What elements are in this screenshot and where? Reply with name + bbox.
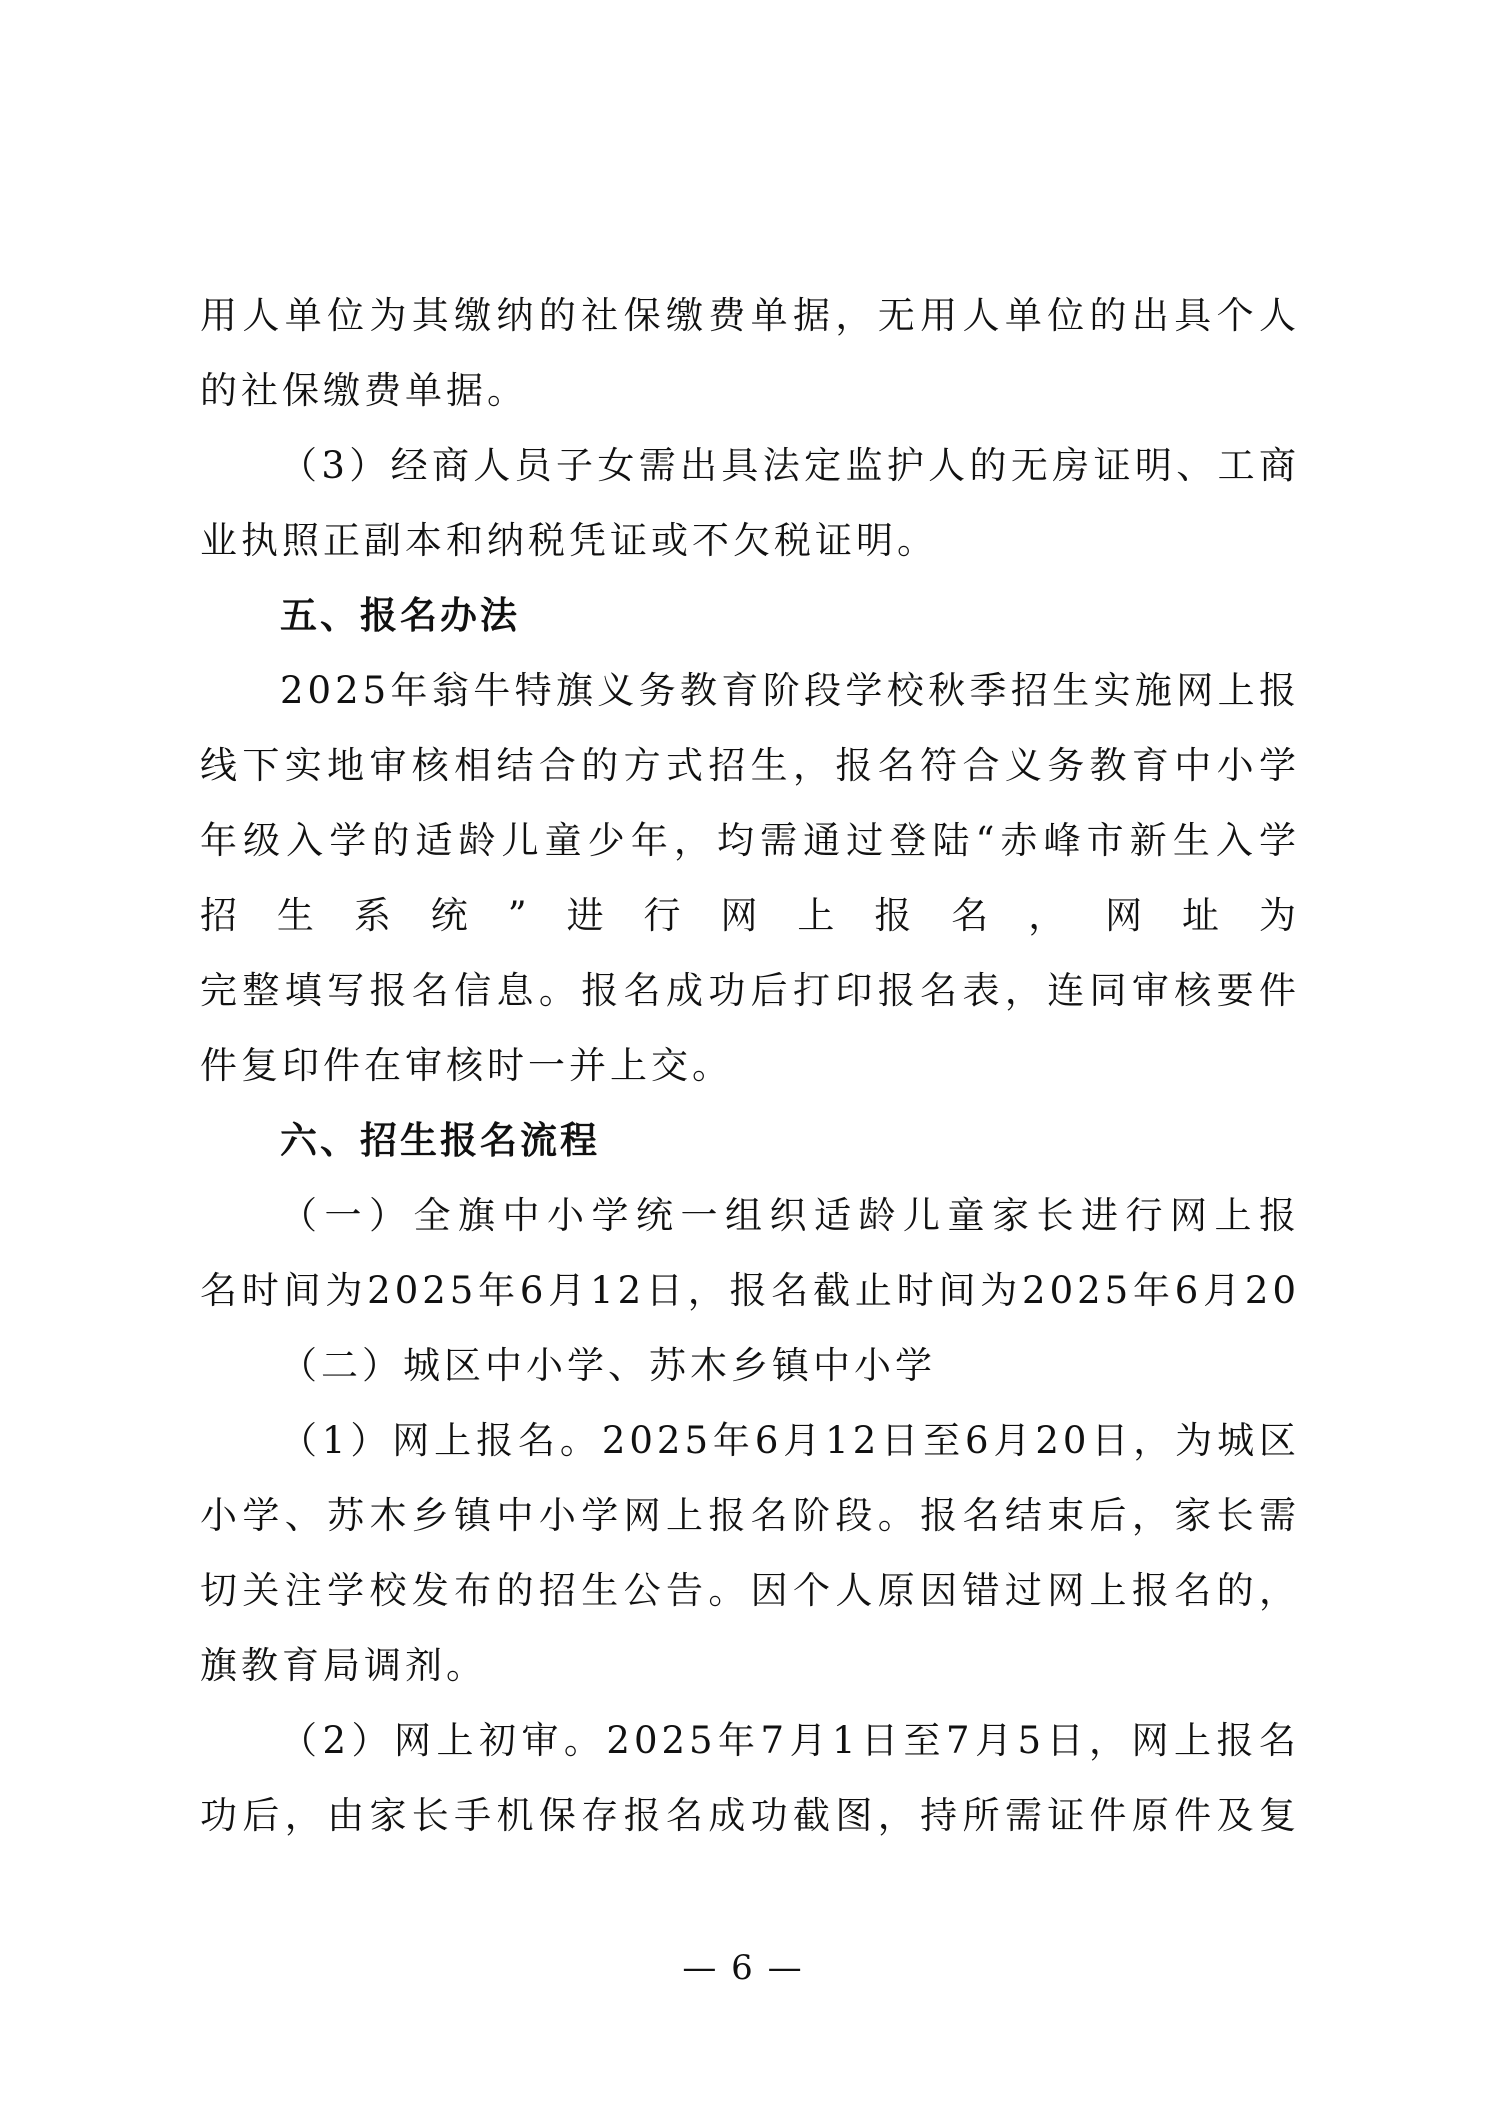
text-line: 功后，由家长手机保存报名成功截图，持所需证件原件及复: [200, 1794, 1300, 1837]
text-line: 2025年翁牛特旗义务教育阶段学校秋季招生实施网上报: [280, 669, 1300, 712]
text-line: （2）网上初审。2025年7月1日至7月5日，网上报名: [280, 1719, 1300, 1762]
document-body: [200, 278, 1300, 1853]
text-line: 招生系统”进行网上报名，网址为: [200, 894, 1300, 937]
text-line: （二）城区中小学、苏木乡镇中小学: [280, 1344, 936, 1387]
text-line: （3）经商人员子女需出具法定监护人的无房证明、工商: [280, 444, 1300, 487]
text-line: 的社保缴费单据。: [200, 369, 528, 412]
text-line: 用人单位为其缴纳的社保缴费单据，无用人单位的出具个人: [200, 294, 1300, 337]
text-line: 旗教育局调剂。: [200, 1644, 487, 1687]
text-line: 年级入学的适龄儿童少年，均需通过登陆“赤峰市新生入学: [200, 819, 1300, 862]
text-line: （1）网上报名。2025年6月12日至6月20日，为城区: [280, 1419, 1300, 1462]
text-line: 业执照正副本和纳税凭证或不欠税证明。: [200, 519, 938, 562]
text-line: （一）全旗中小学统一组织适龄儿童家长进行网上报: [280, 1194, 1300, 1237]
text-line: 件复印件在审核时一并上交。: [200, 1044, 733, 1087]
text-line: 线下实地审核相结合的方式招生，报名符合义务教育中小学: [200, 744, 1300, 787]
text-line: 切关注学校发布的招生公告。因个人原因错过网上报名的，: [200, 1569, 1300, 1612]
text-line: 名时间为2025年6月12日，报名截止时间为2025年6月20: [200, 1269, 1300, 1312]
section-heading: 五、报名办法: [280, 594, 520, 637]
text-line: 小学、苏木乡镇中小学网上报名阶段。报名结束后，家长需: [200, 1494, 1300, 1537]
page-number: — 6 —: [682, 1948, 804, 1988]
text-line: 完整填写报名信息。报名成功后打印报名表，连同审核要件: [200, 969, 1300, 1012]
section-heading: 六、招生报名流程: [280, 1119, 600, 1162]
